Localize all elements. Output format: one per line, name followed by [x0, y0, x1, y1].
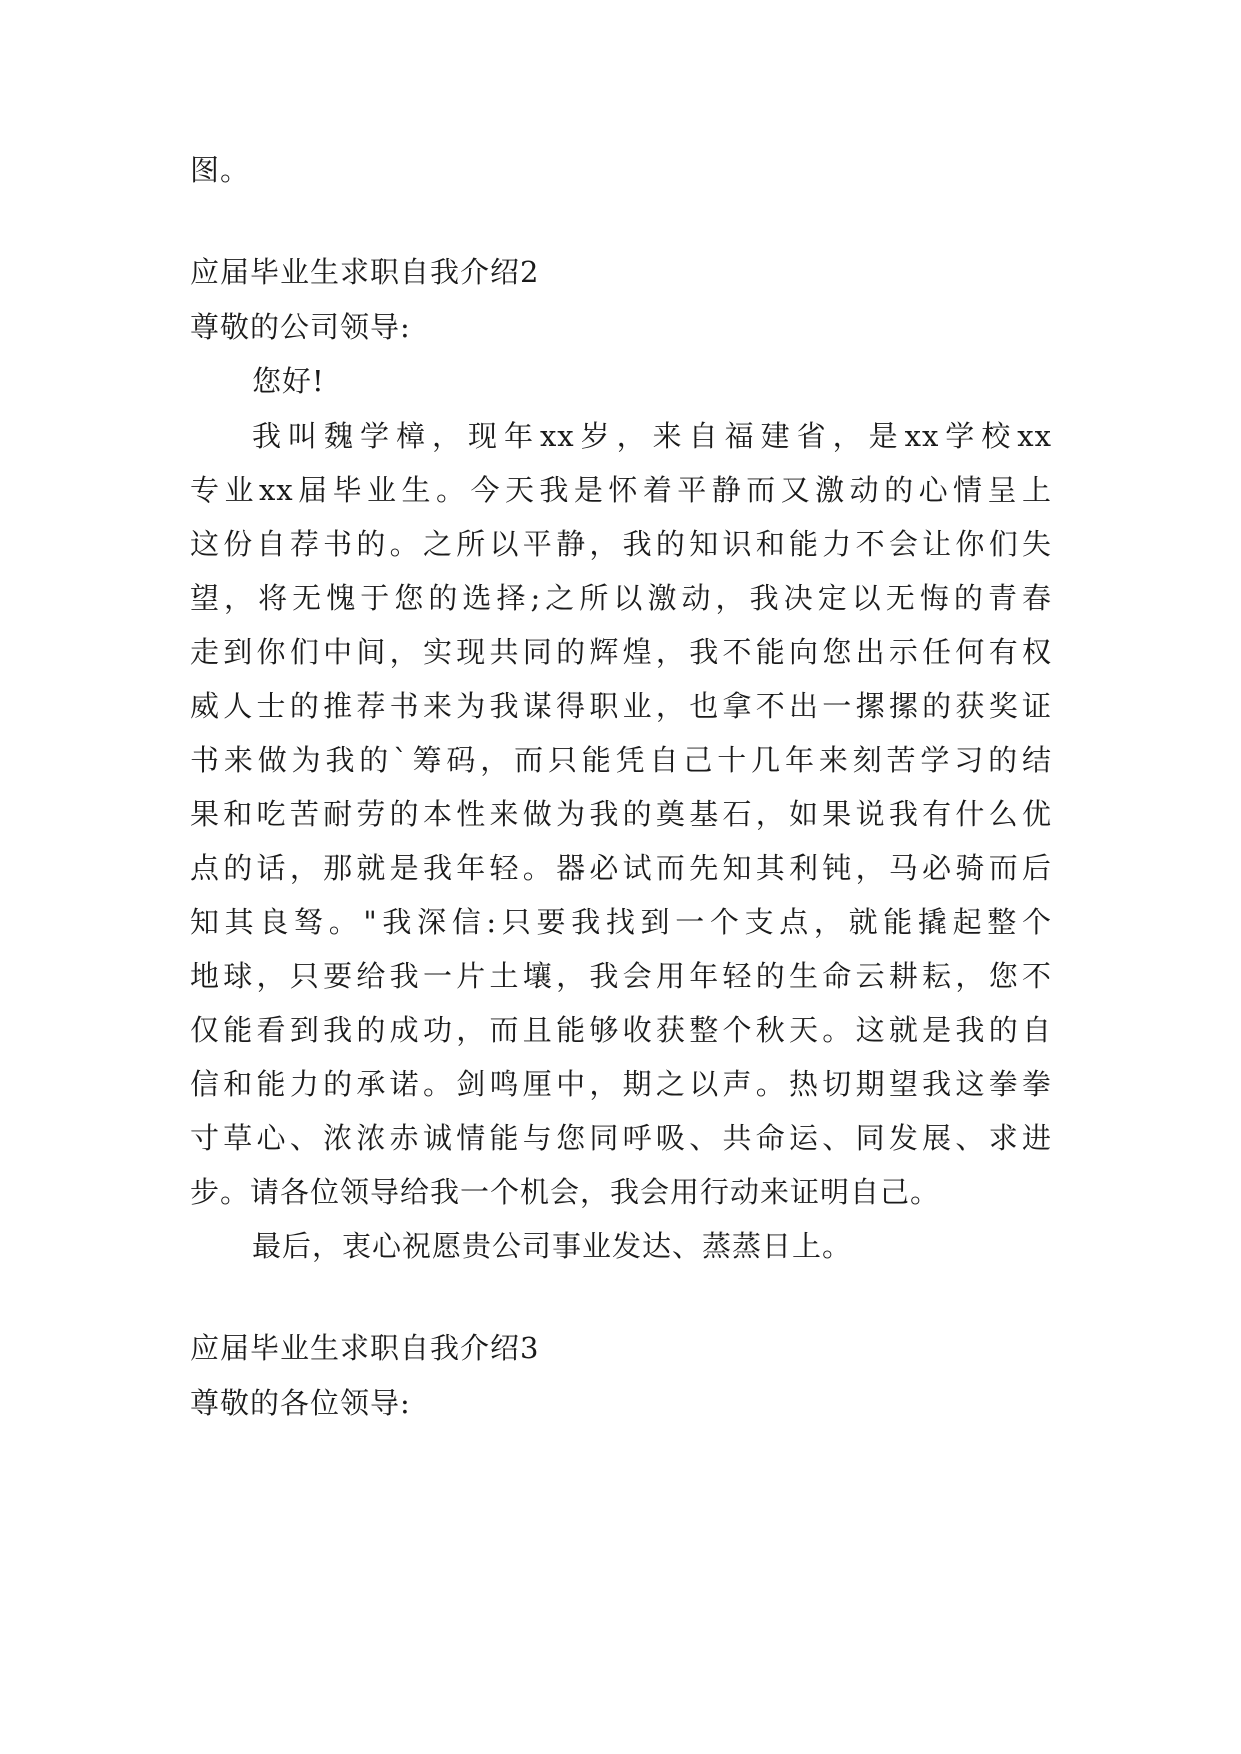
- body-line: 寸草心、浓浓赤诚情能与您同呼吸、共命运、同发展、求进: [190, 1121, 1052, 1155]
- body-line: 步。请各位领导给我一个机会，我会用行动来证明自己。: [190, 1175, 941, 1209]
- body-line: 知其良驽。"我深信:只要我找到一个支点，就能撬起整个: [190, 905, 1052, 939]
- section-3-heading: 应届毕业生求职自我介绍3: [190, 1331, 540, 1365]
- body-line: 我叫魏学樟，现年xx岁，来自福建省，是xx学校xx: [252, 419, 1052, 453]
- body-line: 威人士的推荐书来为我谋得职业，也拿不出一摞摞的获奖证: [190, 689, 1052, 723]
- body-line: 书来做为我的`筹码，而只能凭自己十几年来刻苦学习的结: [190, 743, 1052, 777]
- body-line: 果和吃苦耐劳的本性来做为我的奠基石，如果说我有什么优: [190, 797, 1052, 831]
- section-3-salutation: 尊敬的各位领导:: [190, 1386, 411, 1420]
- top-fragment: 图。: [190, 153, 251, 187]
- section-2-greeting: 您好!: [252, 364, 325, 398]
- section-2-salutation: 尊敬的公司领导:: [190, 310, 411, 344]
- body-line: 这份自荐书的。之所以平静，我的知识和能力不会让你们失: [190, 527, 1052, 561]
- body-line: 地球，只要给我一片土壤，我会用年轻的生命云耕耘，您不: [190, 959, 1052, 993]
- section-2-closing: 最后，衷心祝愿贵公司事业发达、蒸蒸日上。: [252, 1229, 853, 1263]
- body-line: 点的话，那就是我年轻。器必试而先知其利钝，马必骑而后: [190, 851, 1052, 885]
- body-line: 信和能力的承诺。剑鸣厘中，期之以声。热切期望我这拳拳: [190, 1067, 1052, 1101]
- section-2-heading: 应届毕业生求职自我介绍2: [190, 255, 540, 289]
- body-line: 仅能看到我的成功，而且能够收获整个秋天。这就是我的自: [190, 1013, 1052, 1047]
- body-line: 望，将无愧于您的选择;之所以激动，我决定以无悔的青春: [190, 581, 1052, 615]
- body-line: 走到你们中间，实现共同的辉煌，我不能向您出示任何有权: [190, 635, 1052, 669]
- body-line: 专业xx届毕业生。今天我是怀着平静而又激动的心情呈上: [190, 473, 1052, 507]
